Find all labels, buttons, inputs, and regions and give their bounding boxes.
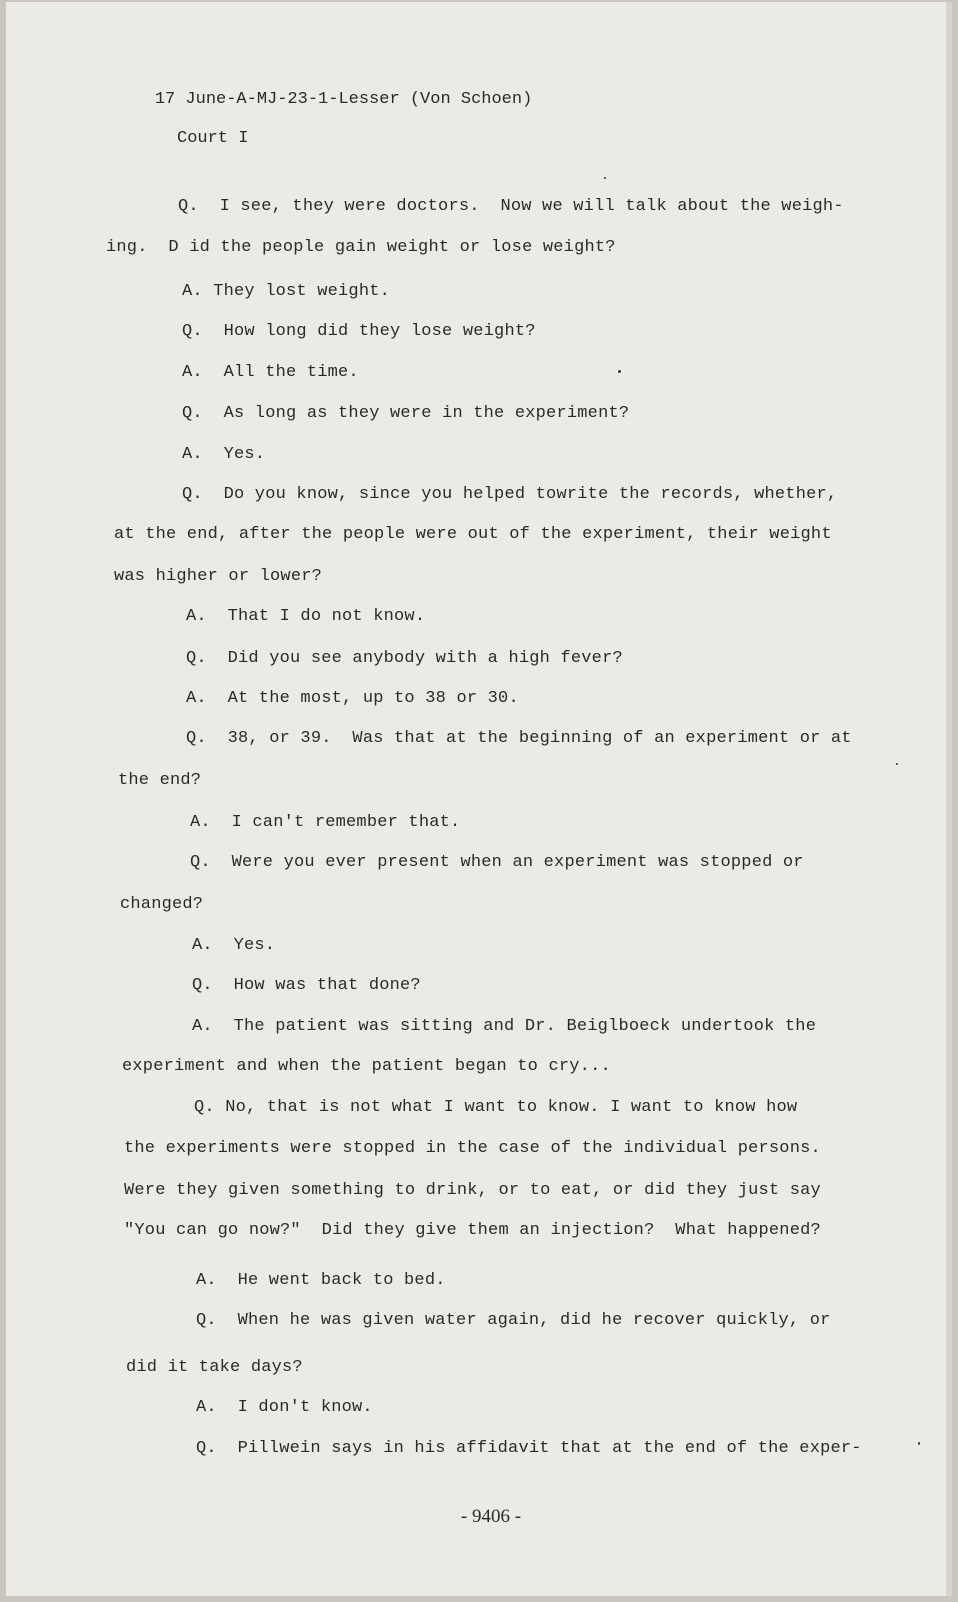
transcript-line: A. All the time.: [182, 363, 359, 382]
transcript-line: experiment and when the patient began to cry...: [122, 1057, 611, 1076]
transcript-line: Q. Did you see anybody with a high fever?: [186, 649, 623, 668]
ink-speck: [618, 370, 621, 373]
transcript-line: the end?: [118, 771, 202, 790]
ink-speck: [604, 177, 606, 179]
transcript-line: A. At the most, up to 38 or 30.: [186, 689, 519, 708]
transcript-line: at the end, after the people were out of the experiment, their weight: [114, 525, 832, 544]
transcript-line: A. They lost weight.: [182, 282, 391, 301]
transcript-line: Q. How long did they lose weight?: [182, 322, 536, 341]
transcript-line: changed?: [120, 895, 204, 914]
page-number: - 9406 -: [460, 1506, 522, 1527]
transcript-line: Q. I see, they were doctors. Now we will talk about the weigh-: [178, 197, 844, 216]
transcript-line: Q. As long as they were in the experiment?: [182, 404, 630, 423]
transcript-line: Q. Do you know, since you helped towrite the records, whether,: [182, 485, 838, 504]
transcript-line: Were they given something to drink, or to eat, or did they just say: [124, 1181, 821, 1200]
page-edge: [946, 2, 952, 1596]
transcript-line: did it take days?: [126, 1358, 303, 1377]
document-header: [114, 74, 532, 181]
transcript-line: A. He went back to bed.: [196, 1271, 446, 1290]
transcript-line: Q. Were you ever present when an experiment was stopped or: [190, 853, 804, 872]
transcript-line: A. That I do not know.: [186, 607, 426, 626]
transcript-line: Q. No, that is not what I want to know. I want to know how: [194, 1098, 798, 1117]
header-reference: 17 June-A-MJ-23-1-Lesser (Von Schoen): [154, 90, 533, 109]
transcript-line: the experiments were stopped in the case of the individual persons.: [124, 1139, 821, 1158]
ink-speck: [896, 763, 898, 765]
transcript-line: Q. How was that done?: [192, 976, 421, 995]
transcript-line: Q. 38, or 39. Was that at the beginning of an experiment or at: [186, 729, 852, 748]
transcript-line: A. I can't remember that.: [190, 813, 461, 832]
header-court: Court I: [177, 129, 249, 148]
transcript-line: Q. Pillwein says in his affidavit that at the end of the exper-: [196, 1439, 862, 1458]
transcript-line: A. Yes.: [192, 936, 276, 955]
transcript-line: ing. D id the people gain weight or lose weight?: [106, 238, 616, 257]
transcript-line: A. The patient was sitting and Dr. Beiglboeck undertook the: [192, 1017, 817, 1036]
transcript-line: A. Yes.: [182, 445, 266, 464]
document-page: [6, 2, 952, 1596]
transcript-line: was higher or lower?: [114, 567, 323, 586]
transcript-line: "You can go now?" Did they give them an injection? What happened?: [124, 1221, 821, 1240]
transcript-line: Q. When he was given water again, did he recover quickly, or: [196, 1311, 831, 1330]
ink-speck: [918, 1442, 920, 1445]
transcript-line: A. I don't know.: [196, 1398, 373, 1417]
